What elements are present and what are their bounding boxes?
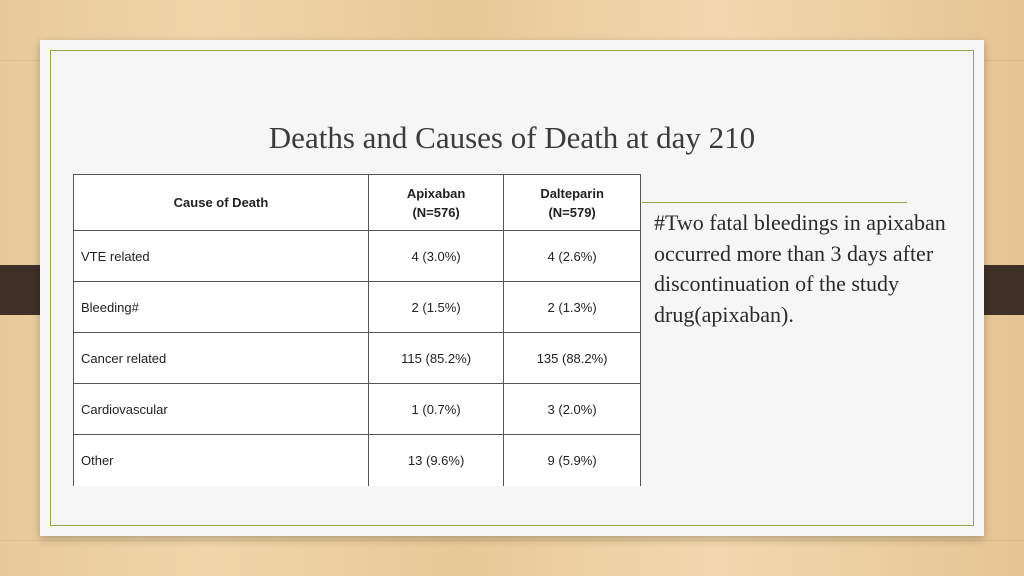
cell-dalteparin: 3 (2.0%) <box>504 384 641 435</box>
cell-cause: VTE related <box>74 231 369 282</box>
cell-apixaban: 2 (1.5%) <box>369 282 504 333</box>
table-row <box>74 231 641 282</box>
table-row <box>74 435 641 486</box>
deaths-table <box>73 174 641 486</box>
cell-dalteparin: 2 (1.3%) <box>504 282 641 333</box>
table-header-row <box>74 175 641 231</box>
cell-cause: Cardiovascular <box>74 384 369 435</box>
slide <box>40 40 984 536</box>
cell-apixaban: 13 (9.6%) <box>369 435 504 486</box>
cell-apixaban: 115 (85.2%) <box>369 333 504 384</box>
cell-cause: Cancer related <box>74 333 369 384</box>
header-cause: Cause of Death <box>74 175 369 231</box>
slide-title: Deaths and Causes of Death at day 210 <box>268 120 756 155</box>
cell-cause: Other <box>74 435 369 486</box>
cell-cause: Bleeding# <box>74 282 369 333</box>
header-dalteparin: Dalteparin (N=579) <box>504 175 641 231</box>
cell-apixaban: 1 (0.7%) <box>369 384 504 435</box>
cell-dalteparin: 135 (88.2%) <box>504 333 641 384</box>
cell-dalteparin: 4 (2.6%) <box>504 231 641 282</box>
header-apixaban: Apixaban (N=576) <box>369 175 504 231</box>
footnote-text: #Two fatal bleedings in apixaban occurred more than 3 days after discontinuation of the study drug(apixaban). <box>654 210 946 327</box>
note-divider <box>642 202 907 203</box>
table-row <box>74 282 641 333</box>
table-row <box>74 333 641 384</box>
cell-dalteparin: 9 (5.9%) <box>504 435 641 486</box>
table-row <box>74 384 641 435</box>
cell-apixaban: 4 (3.0%) <box>369 231 504 282</box>
wood-grain <box>0 540 1024 541</box>
causes-table <box>73 174 641 486</box>
